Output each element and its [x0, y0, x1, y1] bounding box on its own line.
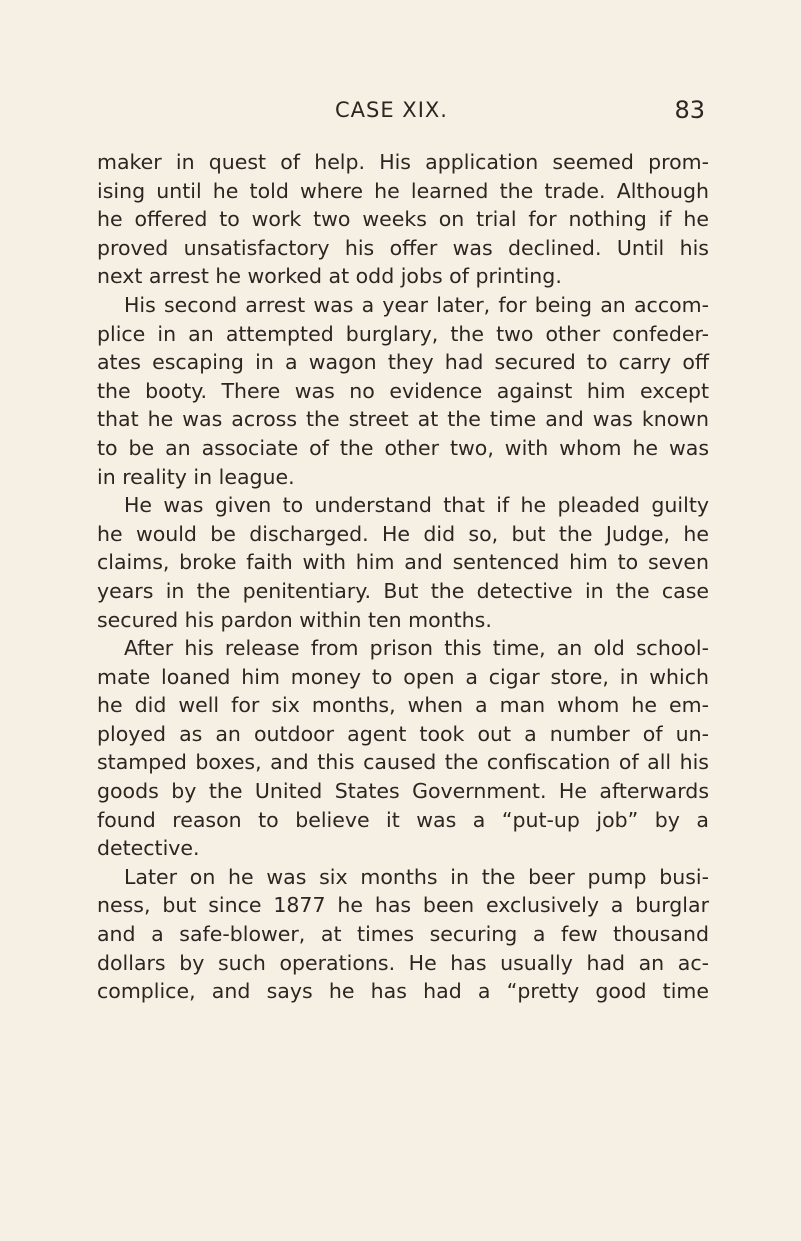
- text-line: in reality in league.: [97, 464, 295, 489]
- text-line: plice in an attempted burglary, the two other confeder-: [97, 321, 709, 346]
- text-line: After his release from prison this time, an old school-: [124, 636, 709, 661]
- text-line: the booty. There was no evidence against him except: [97, 378, 709, 403]
- text-line: goods by the United States Government. He afterwards: [97, 779, 709, 804]
- paragraph: [97, 148, 709, 291]
- text-line: proved unsatisfactory his offer was declined. Until his: [97, 235, 709, 260]
- text-line: complice, and says he has had a “pretty good time: [97, 979, 709, 1004]
- text-line: His second arrest was a year later, for being an accom-: [124, 292, 709, 317]
- paragraph: [97, 634, 709, 863]
- text-line: ness, but since 1877 he has been exclusively a burglar: [97, 893, 709, 918]
- page-number: 83: [674, 96, 705, 124]
- text-line: ising until he told where he learned the trade. Although: [97, 178, 709, 203]
- paragraph: [97, 863, 709, 1006]
- body-text: [97, 148, 709, 1006]
- text-line: ployed as an outdoor agent took out a number of un-: [97, 721, 709, 746]
- text-line: ates escaping in a wagon they had secured to carry off: [97, 350, 709, 375]
- text-line: to be an associate of the other two, with whom he was: [97, 435, 709, 460]
- text-line: stamped boxes, and this caused the confiscation of all his: [97, 750, 709, 775]
- text-line: that he was across the street at the time and was known: [97, 407, 709, 432]
- text-line: He was given to understand that if he pleaded guilty: [124, 493, 709, 518]
- page-header: [335, 98, 705, 132]
- text-line: next arrest he worked at odd jobs of printing.: [97, 264, 562, 289]
- text-line: found reason to believe it was a “put-up job” by a: [97, 807, 709, 832]
- text-line: he would be discharged. He did so, but the Judge, he: [97, 521, 709, 546]
- text-line: mate loaned him money to open a cigar store, in which: [97, 664, 709, 689]
- running-head: CASE XIX.: [335, 98, 448, 122]
- paragraph: [97, 491, 709, 634]
- text-line: he offered to work two weeks on trial for nothing if he: [97, 207, 709, 232]
- text-line: he did well for six months, when a man whom he em-: [97, 693, 709, 718]
- text-line: Later on he was six months in the beer pump busi-: [124, 864, 709, 889]
- paragraph: [97, 291, 709, 491]
- text-line: maker in quest of help. His application seemed prom-: [97, 150, 709, 174]
- text-line: detective.: [97, 836, 200, 861]
- text-line: secured his pardon within ten months.: [97, 607, 492, 632]
- text-line: claims, broke faith with him and sentenced him to seven: [97, 550, 709, 575]
- text-line: and a safe-blower, at times securing a few thousand: [97, 922, 709, 947]
- text-line: dollars by such operations. He has usually had an ac-: [97, 950, 709, 975]
- text-line: years in the penitentiary. But the detective in the case: [97, 578, 709, 603]
